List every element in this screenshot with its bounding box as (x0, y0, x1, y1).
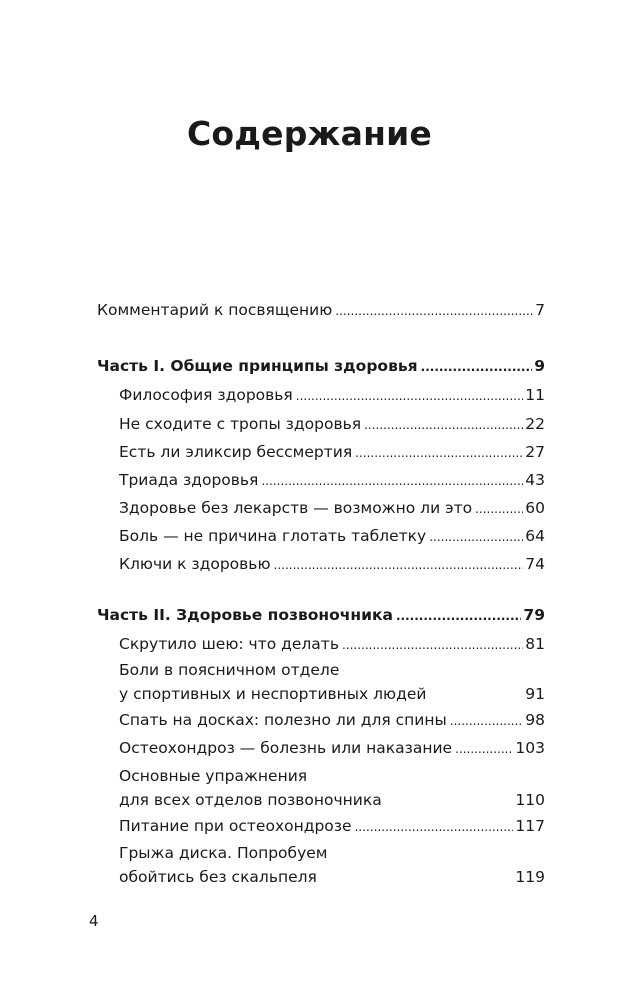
toc-entry-title: Есть ли эликсир бессмертия (119, 443, 353, 461)
toc-entry-title: Комментарий к посвящению (97, 301, 333, 319)
toc-entry-title: Остеохондроз — болезнь или наказание (119, 739, 453, 757)
toc-entry (119, 383, 545, 407)
toc-part-heading (97, 354, 545, 378)
toc-part-heading (97, 603, 545, 627)
toc-entry (119, 632, 545, 656)
toc-entry-page: 11 (525, 386, 545, 404)
toc-entry (119, 814, 545, 838)
toc-entry-title: Философия здоровья (119, 386, 293, 404)
toc-entry (119, 736, 545, 760)
toc-leader-dots (335, 299, 533, 323)
toc-entry-title: Питание при остеохондрозе (119, 817, 352, 835)
toc-entry-title: Ключи к здоровью (119, 555, 271, 573)
toc-entry-page: 9 (534, 357, 545, 375)
toc-entry (119, 764, 545, 812)
toc-leader-dots (475, 497, 523, 521)
table-of-contents (97, 0, 545, 1000)
toc-entry-title: Боль — не причина глотать таблетку (119, 527, 427, 545)
toc-entry-title: Часть I. Общие принципы здоровья (97, 357, 418, 375)
toc-entry-page: 98 (525, 711, 545, 729)
page-number: 4 (89, 912, 99, 930)
toc-entry (119, 658, 545, 706)
toc-entry-title-line2: у спортивных и неспортивных людей (119, 685, 427, 703)
toc-leader-dots (355, 815, 514, 839)
toc-entry-page: 79 (523, 606, 545, 624)
toc-entry-page: 43 (525, 471, 545, 489)
toc-entry-page: 64 (525, 527, 545, 545)
page-title: Содержание (187, 114, 432, 153)
toc-entry (119, 468, 545, 492)
toc-entry (119, 440, 545, 464)
toc-entry-title: Здоровье без лекарств — возможно ли это (119, 499, 473, 517)
toc-leader-dots (421, 355, 533, 379)
toc-entry-title-line2: обойтись без скальпеля (119, 868, 317, 886)
toc-entry-title: Триада здоровья (119, 471, 259, 489)
toc-entry-title: Скрутило шею: что делать (119, 635, 339, 653)
toc-entry-page: 60 (525, 499, 545, 517)
toc-entry-page: 7 (535, 301, 545, 319)
toc-entry (97, 298, 545, 322)
toc-entry (119, 552, 545, 576)
toc-entry-page: 27 (525, 443, 545, 461)
toc-leader-dots (429, 525, 523, 549)
toc-leader-dots (296, 384, 524, 408)
toc-leader-dots (364, 413, 523, 437)
toc-entry-page: 91 (525, 685, 545, 703)
toc-entry-page: 74 (525, 555, 545, 573)
toc-entry-title-line1: Грыжа диска. Попробуем (119, 844, 328, 862)
toc-entry-title: Часть II. Здоровье позвоночника (97, 606, 393, 624)
toc-entry-page: 119 (515, 868, 545, 886)
toc-entry (119, 841, 545, 889)
toc-leader-dots (450, 709, 524, 733)
toc-entry (119, 524, 545, 548)
toc-leader-dots (342, 633, 523, 657)
toc-leader-dots (396, 604, 521, 628)
toc-leader-dots (455, 737, 513, 761)
toc-entry-page: 103 (515, 739, 545, 757)
toc-entry-title-line2: для всех отделов позвоночника (119, 791, 382, 809)
toc-entry-page: 81 (525, 635, 545, 653)
toc-leader-dots (355, 441, 523, 465)
toc-entry-page: 110 (515, 791, 545, 809)
toc-entry-title-line1: Боли в поясничном отделе (119, 661, 340, 679)
toc-entry-title: Не сходите с тропы здоровья (119, 415, 362, 433)
toc-entry (119, 412, 545, 436)
toc-leader-dots (274, 553, 524, 577)
toc-entry (119, 496, 545, 520)
toc-entry-page: 117 (515, 817, 545, 835)
toc-entry (119, 708, 545, 732)
toc-entry-title: Спать на досках: полезно ли для спины (119, 711, 447, 729)
toc-entry-page: 22 (525, 415, 545, 433)
toc-entry-title-line1: Основные упражнения (119, 767, 308, 785)
toc-leader-dots (261, 469, 523, 493)
